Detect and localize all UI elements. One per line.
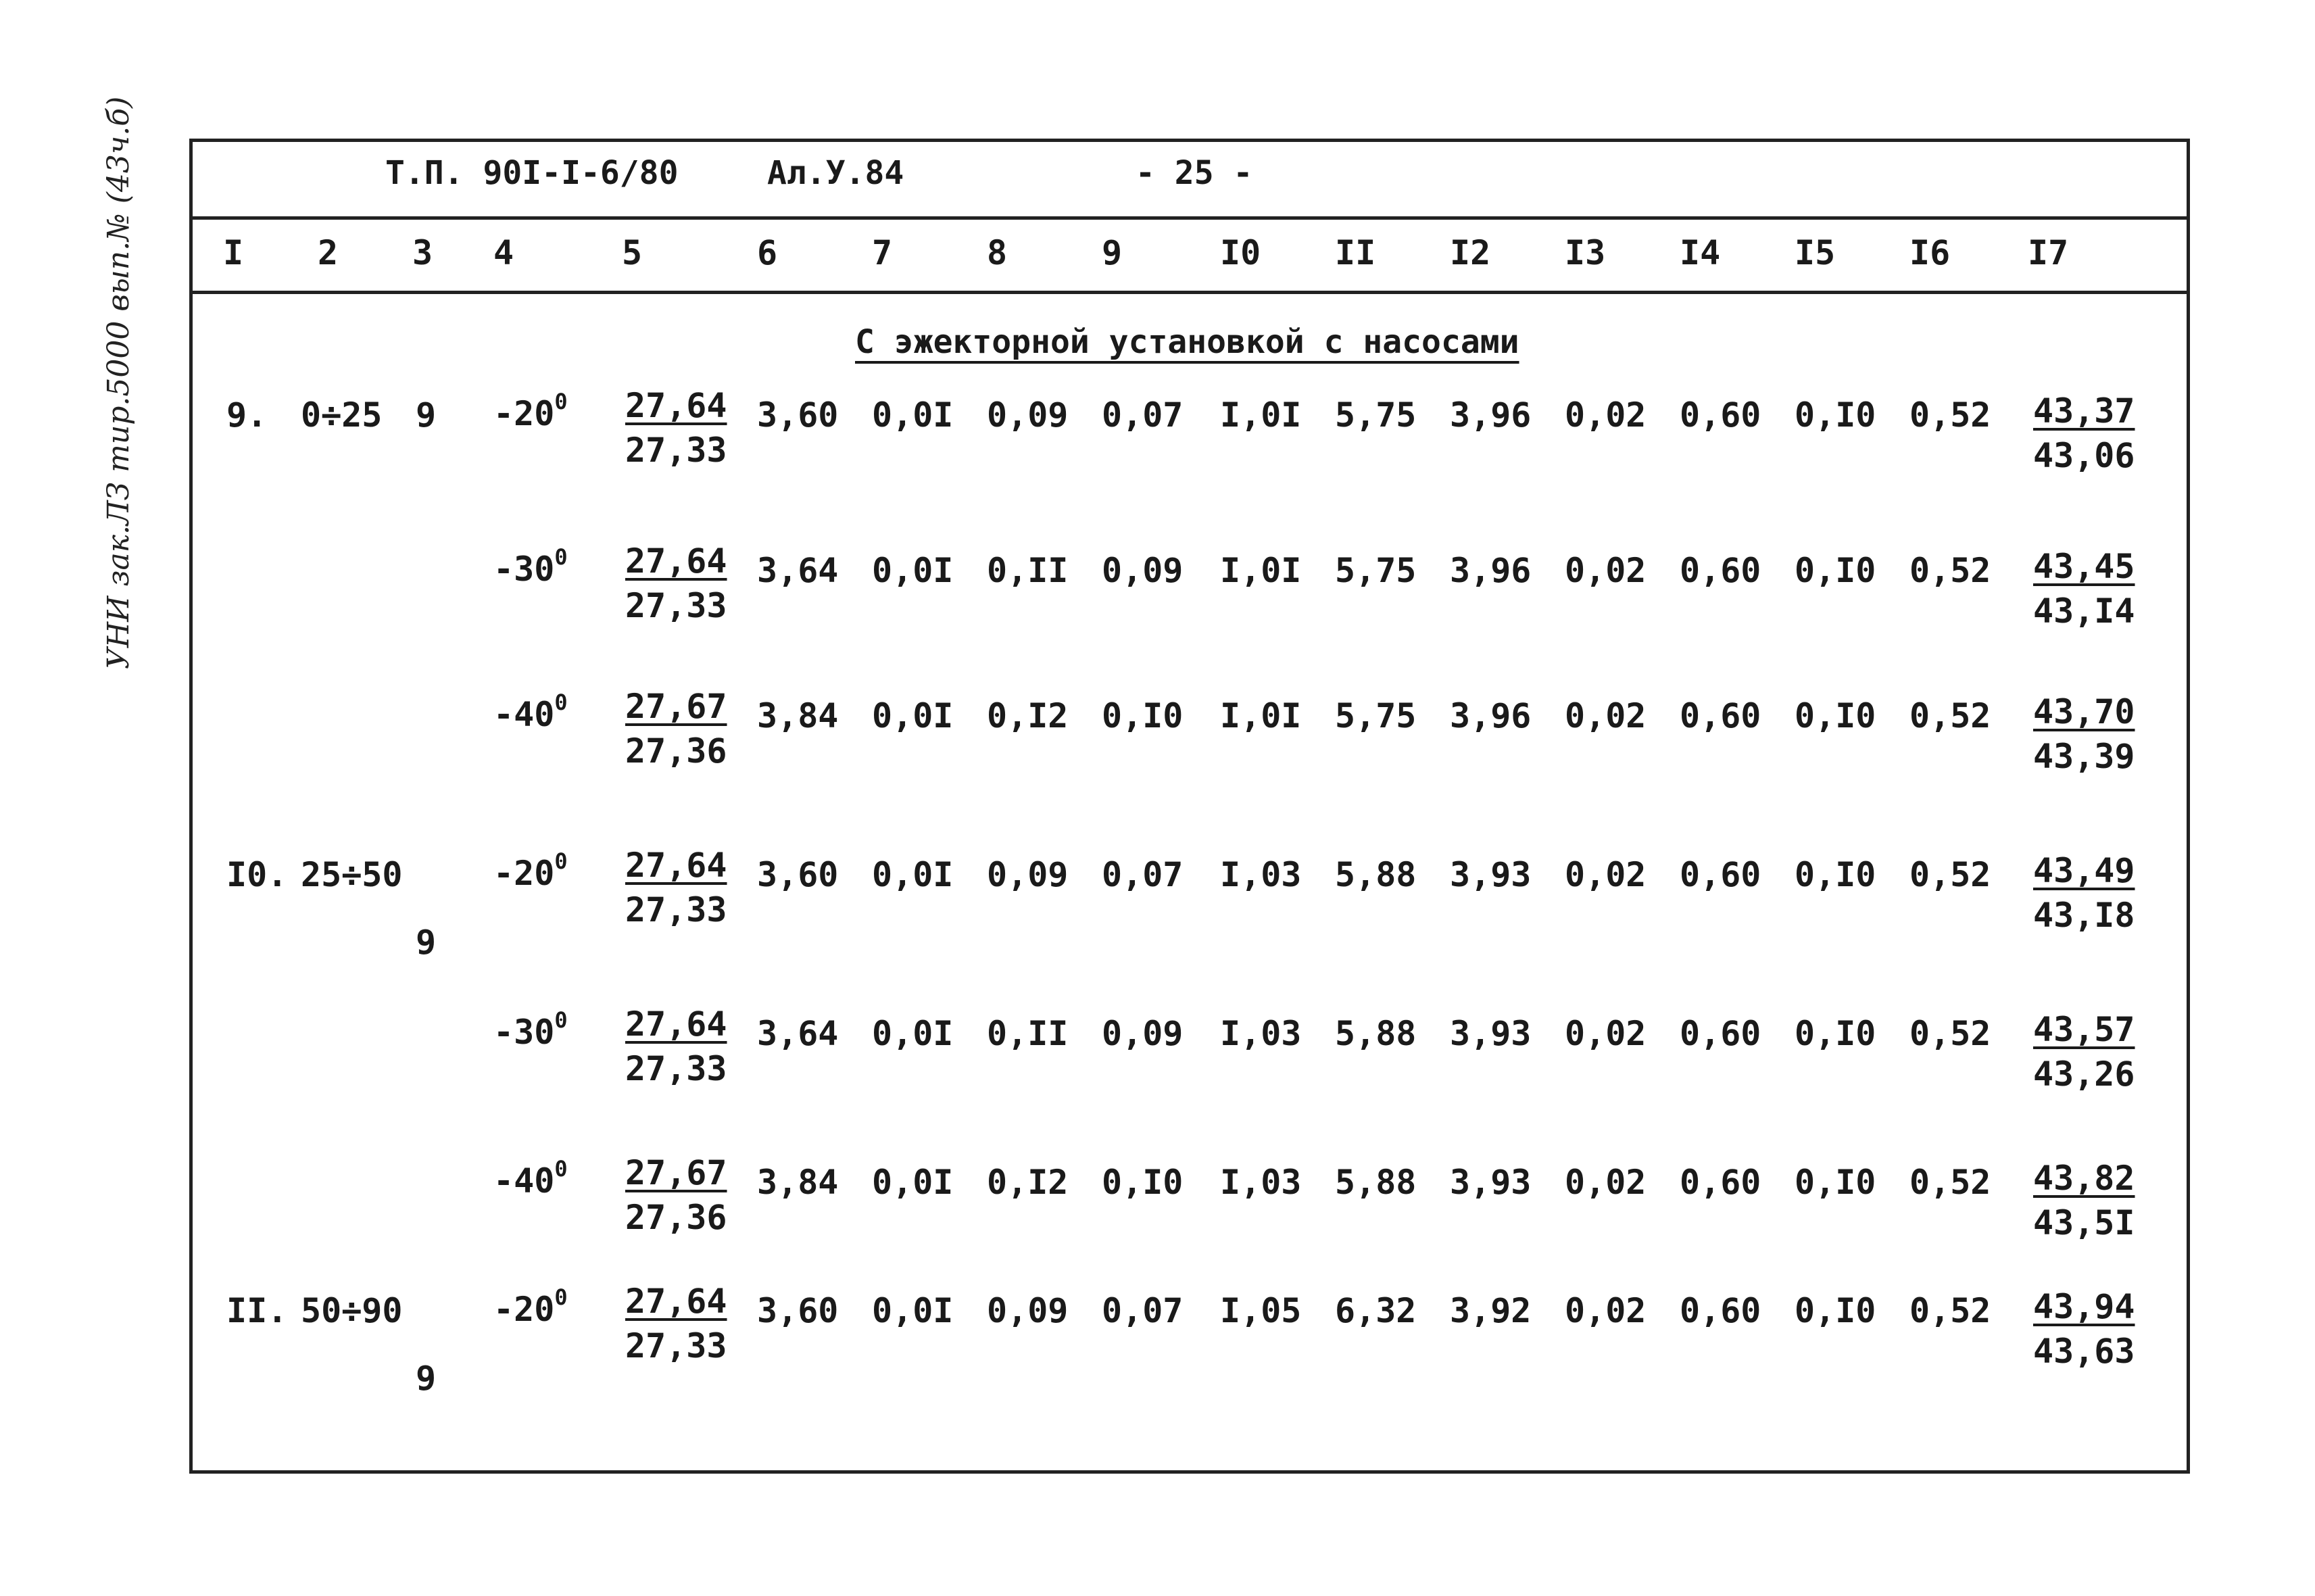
row-value-col8: 0,09 [987, 1291, 1069, 1330]
row-col17-fraction [2033, 1007, 2135, 1096]
row-col5-fraction-bottom: 27,33 [625, 890, 727, 929]
header-divider [189, 216, 2190, 220]
row-temperature [493, 1007, 568, 1052]
row-value-col11: 5,88 [1335, 1014, 1417, 1053]
row-value-col14: 0,60 [1680, 551, 1761, 590]
column-number: I2 [1450, 233, 1491, 272]
row-value-col8: 0,II [987, 1014, 1069, 1053]
row-value-col7: 0,0I [872, 696, 954, 735]
column-numbers-divider [189, 291, 2190, 294]
row-col5-fraction [625, 843, 727, 932]
row-col17-fraction-top: 43,49 [2033, 851, 2135, 890]
temperature-value: -20 [493, 854, 555, 893]
row-col5-fraction [625, 539, 727, 628]
row-value-col15: 0,I0 [1795, 551, 1876, 590]
row-value-col7: 0,0I [872, 1291, 954, 1330]
row-range: 25÷50 [301, 855, 403, 894]
row-value-col6: 3,64 [757, 1014, 839, 1053]
row-col17-fraction-top: 43,94 [2033, 1287, 2135, 1326]
column-number: I0 [1220, 233, 1261, 272]
row-value-col15: 0,I0 [1795, 1163, 1876, 1202]
degree-mark: 0 [554, 1007, 568, 1033]
degree-mark: 0 [554, 848, 568, 874]
row-group-number: I0. [226, 855, 288, 894]
row-value-col13: 0,02 [1565, 855, 1647, 894]
row-value-col12: 3,93 [1450, 855, 1532, 894]
row-value-col14: 0,60 [1680, 1014, 1761, 1053]
row-value-col13: 0,02 [1565, 551, 1647, 590]
row-col17-fraction [2033, 389, 2135, 478]
row-col5-fraction-bottom: 27,33 [625, 586, 727, 625]
row-temperature [493, 848, 568, 893]
row-value-col7: 0,0I [872, 551, 954, 590]
row-col5-fraction-bottom: 27,36 [625, 1198, 727, 1237]
row-col3-value: 9 [416, 1359, 437, 1398]
row-col17-fraction [2033, 544, 2135, 633]
row-value-col12: 3,93 [1450, 1163, 1532, 1202]
row-value-col9: 0,I0 [1102, 1163, 1184, 1202]
column-number: I6 [1909, 233, 1951, 272]
row-value-col9: 0,07 [1102, 855, 1184, 894]
column-number: I3 [1565, 233, 1606, 272]
row-value-col12: 3,92 [1450, 1291, 1532, 1330]
row-value-col6: 3,60 [757, 395, 839, 435]
row-col5-fraction-top: 27,64 [625, 386, 727, 425]
row-col5-fraction-top: 27,64 [625, 541, 727, 581]
row-col3-value: 9 [416, 395, 437, 435]
row-value-col14: 0,60 [1680, 395, 1761, 435]
row-temperature [493, 1156, 568, 1201]
row-value-col15: 0,I0 [1795, 1014, 1876, 1053]
row-value-col10: I,03 [1220, 1014, 1302, 1053]
column-number: 4 [493, 233, 514, 272]
row-col5-fraction [625, 383, 727, 473]
row-value-col12: 3,96 [1450, 696, 1532, 735]
row-value-col7: 0,0I [872, 855, 954, 894]
row-col17-fraction-top: 43,57 [2033, 1010, 2135, 1049]
temperature-value: -40 [493, 1161, 555, 1201]
row-value-col13: 0,02 [1565, 1014, 1647, 1053]
row-col5-fraction-bottom: 27,33 [625, 1049, 727, 1088]
row-value-col11: 5,88 [1335, 855, 1417, 894]
row-value-col10: I,0I [1220, 551, 1302, 590]
row-value-col10: I,03 [1220, 1163, 1302, 1202]
row-value-col16: 0,52 [1909, 855, 1991, 894]
row-value-col13: 0,02 [1565, 1291, 1647, 1330]
row-col17-fraction-bottom: 43,5I [2033, 1203, 2135, 1242]
row-col5-fraction [625, 684, 727, 773]
row-value-col11: 6,32 [1335, 1291, 1417, 1330]
row-value-col14: 0,60 [1680, 696, 1761, 735]
row-temperature [493, 389, 568, 433]
row-col17-fraction [2033, 1284, 2135, 1374]
row-group-number: 9. [226, 395, 268, 435]
row-value-col16: 0,52 [1909, 395, 1991, 435]
row-value-col15: 0,I0 [1795, 855, 1876, 894]
row-col17-fraction-top: 43,37 [2033, 391, 2135, 431]
column-number: I5 [1795, 233, 1836, 272]
section-title: С эжекторной установкой с насосами [855, 323, 1519, 361]
row-value-col12: 3,96 [1450, 395, 1532, 435]
row-value-col9: 0,07 [1102, 1291, 1184, 1330]
column-number: 3 [412, 233, 433, 272]
row-col17-fraction-bottom: 43,I8 [2033, 896, 2135, 935]
degree-mark: 0 [554, 1156, 568, 1182]
row-temperature [493, 690, 568, 734]
row-value-col8: 0,09 [987, 855, 1069, 894]
row-col5-fraction-top: 27,64 [625, 846, 727, 885]
row-value-col14: 0,60 [1680, 855, 1761, 894]
row-value-col16: 0,52 [1909, 551, 1991, 590]
row-col17-fraction-top: 43,70 [2033, 692, 2135, 731]
row-value-col6: 3,84 [757, 1163, 839, 1202]
row-group-number: II. [226, 1291, 288, 1330]
temperature-value: -40 [493, 695, 555, 734]
row-value-col16: 0,52 [1909, 1014, 1991, 1053]
row-col5-fraction-bottom: 27,36 [625, 731, 727, 771]
row-value-col10: I,03 [1220, 855, 1302, 894]
temperature-value: -20 [493, 394, 555, 433]
row-value-col15: 0,I0 [1795, 1291, 1876, 1330]
temperature-value: -30 [493, 550, 555, 589]
row-value-col13: 0,02 [1565, 1163, 1647, 1202]
row-value-col7: 0,0I [872, 395, 954, 435]
row-col17-fraction-top: 43,82 [2033, 1159, 2135, 1198]
row-col5-fraction-top: 27,64 [625, 1005, 727, 1044]
row-col5-fraction-bottom: 27,33 [625, 1326, 727, 1365]
column-number: I4 [1680, 233, 1721, 272]
row-col17-fraction-bottom: 43,I4 [2033, 591, 2135, 631]
row-value-col12: 3,96 [1450, 551, 1532, 590]
row-value-col10: I,0I [1220, 696, 1302, 735]
row-col17-fraction-bottom: 43,39 [2033, 737, 2135, 776]
column-number: 7 [872, 233, 893, 272]
row-col17-fraction [2033, 848, 2135, 938]
row-value-col9: 0,09 [1102, 1014, 1184, 1053]
row-value-col10: I,0I [1220, 395, 1302, 435]
row-col17-fraction-bottom: 43,63 [2033, 1332, 2135, 1371]
row-value-col13: 0,02 [1565, 696, 1647, 735]
column-number: 9 [1102, 233, 1123, 272]
row-col5-fraction-top: 27,67 [625, 1153, 727, 1192]
doc-code: Т.П. 90I-I-6/80 [385, 154, 679, 192]
row-temperature [493, 1284, 568, 1329]
degree-mark: 0 [554, 544, 568, 570]
temperature-value: -20 [493, 1290, 555, 1329]
row-value-col6: 3,64 [757, 551, 839, 590]
row-value-col6: 3,60 [757, 855, 839, 894]
side-note: УНИ зак.ЛЗ тир.5000 вып.№ (43ч.б) [101, 96, 136, 669]
row-value-col12: 3,93 [1450, 1014, 1532, 1053]
row-value-col14: 0,60 [1680, 1291, 1761, 1330]
row-value-col16: 0,52 [1909, 1291, 1991, 1330]
row-col17-fraction [2033, 1156, 2135, 1245]
row-value-col10: I,05 [1220, 1291, 1302, 1330]
row-col17-fraction-top: 43,45 [2033, 547, 2135, 586]
row-col17-fraction-bottom: 43,06 [2033, 436, 2135, 475]
row-col5-fraction-bottom: 27,33 [625, 431, 727, 470]
column-number: I7 [2028, 233, 2069, 272]
row-value-col8: 0,I2 [987, 1163, 1069, 1202]
row-value-col15: 0,I0 [1795, 395, 1876, 435]
row-value-col15: 0,I0 [1795, 696, 1876, 735]
row-col5-fraction [625, 1279, 727, 1368]
row-value-col9: 0,I0 [1102, 696, 1184, 735]
row-value-col11: 5,75 [1335, 395, 1417, 435]
column-number: 5 [622, 233, 643, 272]
row-value-col13: 0,02 [1565, 395, 1647, 435]
degree-mark: 0 [554, 1284, 568, 1310]
row-value-col16: 0,52 [1909, 1163, 1991, 1202]
row-col17-fraction [2033, 690, 2135, 779]
row-col5-fraction [625, 1151, 727, 1240]
row-value-col9: 0,07 [1102, 395, 1184, 435]
row-col3-value: 9 [416, 923, 437, 962]
row-value-col7: 0,0I [872, 1014, 954, 1053]
column-number: II [1335, 233, 1376, 272]
row-value-col8: 0,09 [987, 395, 1069, 435]
row-value-col11: 5,88 [1335, 1163, 1417, 1202]
temperature-value: -30 [493, 1013, 555, 1052]
row-col5-fraction-top: 27,64 [625, 1282, 727, 1321]
row-value-col6: 3,60 [757, 1291, 839, 1330]
degree-mark: 0 [554, 690, 568, 715]
column-number: 2 [318, 233, 339, 272]
column-number: I [223, 233, 244, 272]
row-range: 50÷90 [301, 1291, 403, 1330]
row-value-col14: 0,60 [1680, 1163, 1761, 1202]
row-col5-fraction-top: 27,67 [625, 687, 727, 726]
row-value-col8: 0,II [987, 551, 1069, 590]
album-code: Ал.У.84 [767, 154, 904, 192]
column-number: 6 [757, 233, 778, 272]
row-temperature [493, 544, 568, 589]
degree-mark: 0 [554, 389, 568, 414]
row-value-col9: 0,09 [1102, 551, 1184, 590]
column-number: 8 [987, 233, 1008, 272]
row-col17-fraction-bottom: 43,26 [2033, 1055, 2135, 1094]
row-value-col11: 5,75 [1335, 551, 1417, 590]
row-value-col7: 0,0I [872, 1163, 954, 1202]
row-range: 0÷25 [301, 395, 383, 435]
row-value-col6: 3,84 [757, 696, 839, 735]
row-col5-fraction [625, 1002, 727, 1091]
row-value-col16: 0,52 [1909, 696, 1991, 735]
row-value-col11: 5,75 [1335, 696, 1417, 735]
row-value-col8: 0,I2 [987, 696, 1069, 735]
page-number: - 25 - [1136, 154, 1253, 192]
